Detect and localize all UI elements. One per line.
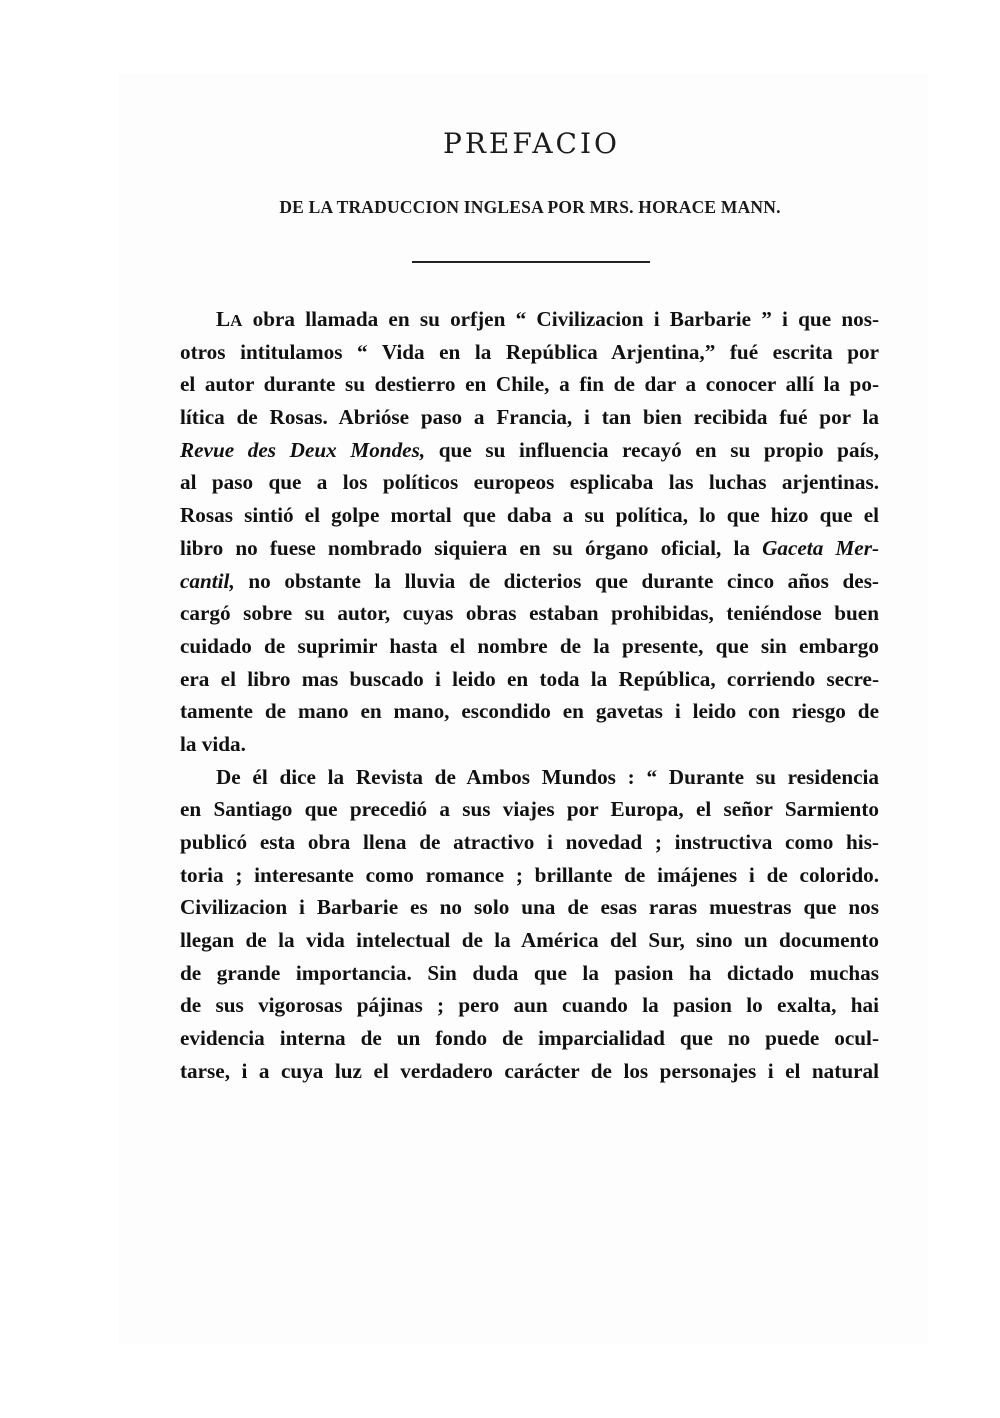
italic-cantil: cantil, (180, 568, 235, 593)
text-line: era el libro mas buscado i leido en toda la República, corriendo secre- (180, 666, 879, 691)
page-subtitle: DE LA TRADUCCION INGLESA POR MRS. HORACE MANN. (279, 197, 781, 217)
line-text: no obstante la lluvia de dicterios que durante cinco años des- (248, 568, 879, 593)
dropcap-rest: A (230, 311, 243, 330)
paragraph-1 (180, 303, 879, 761)
text-line: publicó esta obra llena de atractivo i novedad ; instructiva como his- (180, 830, 879, 854)
text-line (180, 434, 879, 467)
text-line: tarse, i a cuya luz el verdadero carácter de los personajes i el natural (180, 1058, 879, 1083)
text-line: en Santiago que precedió a sus viajes por Europa, el señor Sarmiento (180, 797, 879, 822)
text-line: De él dice la Revista de Ambos Mundos : “ Durante su residencia (216, 764, 879, 789)
text-line: otros intitulamos “ Vida en la República Arjentina,” fué escrita por (180, 339, 879, 364)
line-text: libro no fuese nombrado siquiera en su órgano oficial, la (180, 535, 750, 560)
text-line: el autor durante su destierro en Chile, a fin de dar a conocer allí la po- (180, 372, 879, 397)
page-title: PREFACIO (442, 127, 620, 160)
text-line: cargó sobre su autor, cuyas obras estaban prohibidas, teniéndose buen (180, 601, 879, 626)
text-line: llegan de la vida intelectual de la América del Sur, sino un documento (180, 928, 879, 953)
text-line: toria ; interesante como romance ; brillante de imájenes i de colorido. (180, 862, 879, 887)
text-line: Civilizacion i Barbarie es no solo una de esas raras muestras que nos (180, 895, 879, 920)
italic-gaceta: Gaceta Mer- (762, 535, 879, 560)
text-line: cuidado de suprimir hasta el nombre de la presente, que sin embargo (180, 633, 879, 658)
body-text (180, 303, 879, 1088)
text-line: tamente de mano en mano, escondido en gavetas i leido con riesgo de (180, 699, 879, 724)
text-line: evidencia interna de un fondo de imparcialidad que no puede ocul- (180, 1026, 879, 1051)
text-line: de grande importancia. Sin duda que la pasion ha dictado muchas (180, 960, 879, 985)
line-text: obra llamada en su orfjen “ Civilizacion i Barbarie ” i que nos- (242, 307, 879, 331)
text-line: la vida. (180, 731, 246, 756)
text-line (180, 565, 879, 598)
line-text: que su influencia recayó en su propio país, (438, 437, 879, 462)
text-line: lítica de Rosas. Abrióse paso a Francia, i tan bien recibida fué por la (180, 405, 879, 430)
title-divider (412, 261, 650, 263)
text-line (180, 303, 879, 336)
text-line (180, 532, 879, 565)
italic-revue: Revue des Deux Mondes, (180, 437, 426, 462)
text-line: de sus vigorosas pájinas ; pero aun cuando la pasion lo exalta, hai (180, 993, 879, 1018)
dropcap-letter: L (216, 307, 231, 331)
paragraph-2 (180, 761, 879, 1088)
text-line: Rosas sintió el golpe mortal que daba a su política, lo que hizo que el (180, 503, 879, 528)
text-line: al paso que a los políticos europeos esplicaba las luchas arjentinas. (180, 470, 879, 495)
